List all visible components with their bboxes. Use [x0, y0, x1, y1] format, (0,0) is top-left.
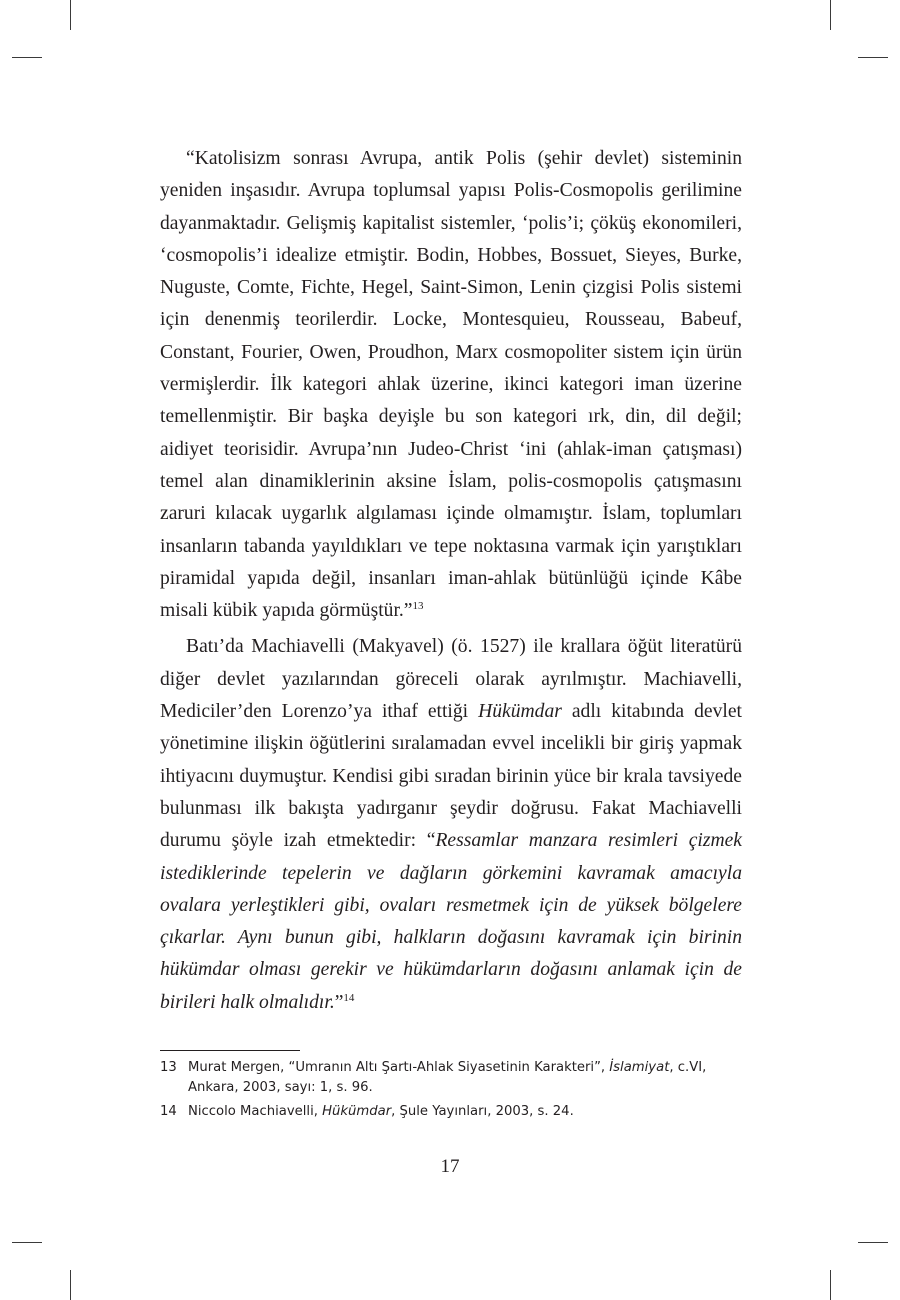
crop-mark — [12, 1242, 42, 1243]
footnote — [160, 1102, 750, 1122]
crop-mark — [70, 1270, 71, 1300]
text-run: Murat Mergen, “Umranın Altı Şartı-Ahlak Siyasetinin Karakteri”, — [188, 1060, 610, 1075]
text-run: adlı kitabında devlet yönetimine ilişkin öğütlerini sıralamadan evvel incelikli bir giriş yapmak ihtiyacını duymuştur. Kendisi gibi sıradan birinin yüce bir krala tavsiyede bulunması ilk bakışta yadırganır şeydir doğrusu. Fakat Machiavelli durumu şöyle izah etmektedir: “ — [160, 701, 742, 852]
body-text — [160, 143, 742, 1019]
crop-mark — [830, 0, 831, 30]
footnote-separator — [160, 1050, 300, 1051]
footnote-reference: 14 — [343, 991, 355, 1004]
text-run: “Katolisizm sonrası Avrupa, antik Polis (şehir devlet) sisteminin yeniden inşasıdır. Avrupa toplumsal yapısı Polis-Cosmopolis gerilimine dayanmaktadır. Gelişmiş kapitalist sistemler, ‘polis’i; çöküş ekonomileri, ‘cosmopolis’i idealize etmiştir. Bodin, Hobbes, Bossuet, Sieyes, Burke, Nuguste, Comte, Fichte, Hegel, Saint-Simon, Lenin çizgisi Polis sistemi için denenmiş teorilerdir. Locke, Montesquieu, Rousseau, Babeuf, Constant, Fourier, Owen, Proudhon, Marx cosmopoliter sistem için ürün vermişlerdir. İlk kategori ahlak üzerine, ikinci kategori iman üzerine temellenmiştir. Bir başka deyişle bu son kategori ırk, din, dil değil; aidiyet teorisidir. Avrupa’nın Judeo-Christ ‘ini (ahlak-iman çatışması) temel alan dinamiklerinin aksine İslam, polis-cosmopolis çatışmasını zaruri kılacak uygarlık algılaması içinde olmamıştır. İslam, toplumları insanların tabanda yayıldıkları ve tepe noktasına varmak için yarıştıkları piramidal yapıda değil, insanları iman-ahlak bütünlüğü içinde Kâbe misali kübik yapıda görmüştür.” — [160, 148, 742, 622]
crop-mark — [830, 1270, 831, 1300]
paragraph — [160, 631, 742, 1019]
footnote-reference: 13 — [412, 600, 424, 613]
footnote-number: 14 — [160, 1104, 177, 1119]
text-run: Batı’da Machiavelli (Makyavel) (ö. 1527) ile krallara öğüt literatürü diğer devlet yazılarından göreceli olarak ayrılmıştır. Machiavelli, Mediciler’den Lorenzo’ya ithaf ettiği — [160, 636, 742, 723]
crop-mark — [858, 57, 888, 58]
text-run: ” — [334, 991, 344, 1013]
italic-text: Hükümdar — [478, 701, 562, 723]
italic-text: Ressamlar manzara resimleri çizmek istediklerinde tepelerin ve dağların görkemini kavramak amacıyla ovalara yerleştikleri gibi, ovaları resmetmek için de yüksek bölgelere çıkarlar. Aynı bunun gibi, halkların doğasını kavramak için birinin hükümdar olması gerekir ve hükümdarların doğasını anlamak için de birileri halk olmalıdır. — [160, 830, 743, 1013]
crop-mark — [12, 57, 42, 58]
crop-mark — [858, 1242, 888, 1243]
text-run: , c.VI, Ankara, 2003, sayı: 1, s. 96. — [188, 1060, 707, 1095]
text-run: Niccolo Machiavelli, — [188, 1104, 323, 1119]
footnote-text — [188, 1058, 750, 1097]
italic-text: İslamiyat — [609, 1060, 670, 1075]
footnotes — [160, 1058, 750, 1127]
footnote — [160, 1058, 750, 1097]
footnote-number: 13 — [160, 1060, 177, 1075]
footnote-text — [188, 1102, 750, 1122]
crop-mark — [70, 0, 71, 30]
page-number: 17 — [440, 1156, 460, 1177]
italic-text: Hükümdar — [322, 1104, 392, 1119]
paragraph — [160, 143, 742, 627]
text-run: , Şule Yayınları, 2003, s. 24. — [391, 1104, 574, 1119]
